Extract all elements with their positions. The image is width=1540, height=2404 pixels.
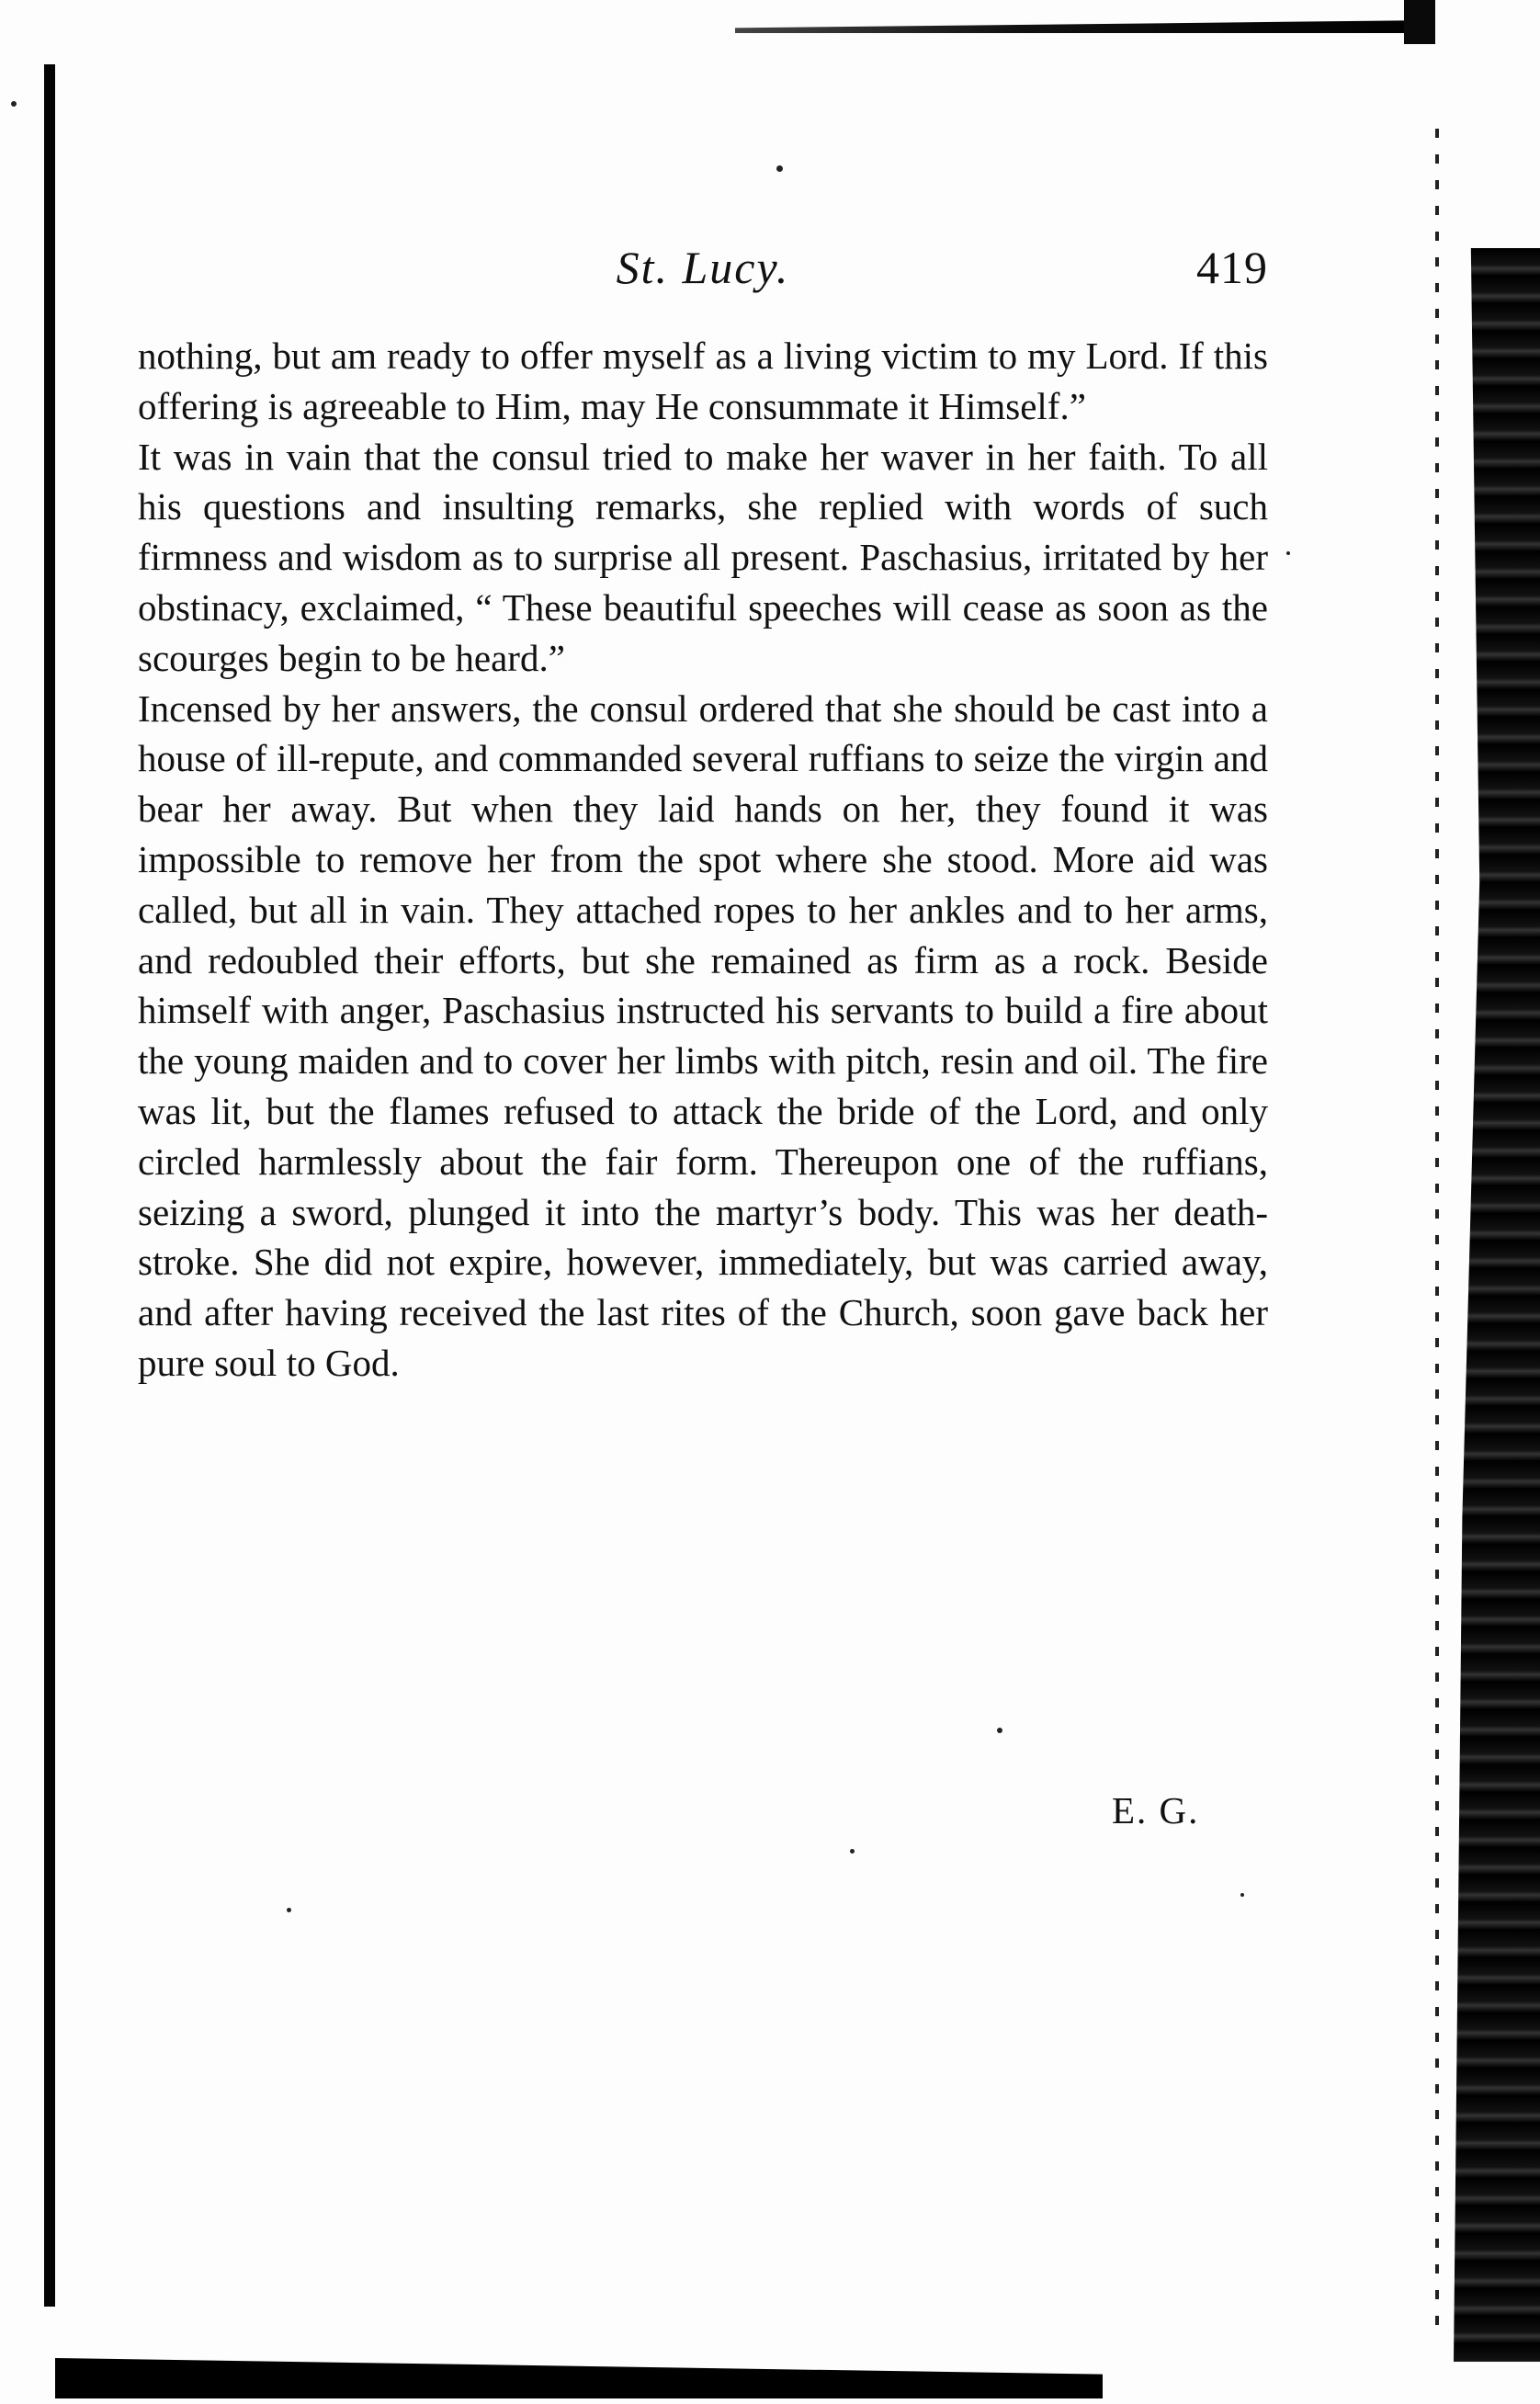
paragraph: It was in vain that the consul tried to make her waver in her faith. To all his questions and insulting remarks, she replied with words of such firmness and wisdom as to surprise all present. Paschasius, irritated by her obstinacy, exclaimed, “ These beautiful speeches will cease as soon as the scourges begin to be heard.” [138,435,1268,679]
body-text [138,331,1268,1389]
scan-speck [1286,551,1290,555]
scan-speck [776,165,783,172]
scan-edge-right [1454,248,1540,2362]
scan-speck [11,101,17,107]
scan-edge-top-corner [1404,0,1435,44]
running-title: St. Lucy. [616,242,790,293]
scan-speck [997,1728,1002,1733]
scan-edge-right-dashes [1435,129,1439,2334]
paragraph: nothing, but am ready to offer myself as a living victim to my Lord. If this offering is agreeable to Him, may He consummate it Himself.” [138,335,1268,427]
scan-speck [850,1849,855,1854]
scan-edge-top [735,20,1433,33]
scan-speck [287,1908,291,1912]
page-number: 419 [1196,242,1268,293]
scan-speck [1240,1893,1244,1897]
scan-edge-left [44,64,55,2307]
scan-edge-bottom [55,2358,1103,2398]
page-header [138,241,1268,314]
author-initials: E. G. [1112,1789,1200,1831]
paragraph: Incensed by her answers, the consul ordered that she should be cast into a house of ill-repute, and commanded several ruffians to seize the virgin and bear her away. But when they laid hands on her, they found it was impossible to remove her from the spot where she stood. More aid was called, but all in vain. They attached ropes to her ankles and to her arms, and redoubled their efforts, but she remained as firm as a rock. Beside himself with anger, Paschasius instructed his servants to build a fire about the young maiden and to cover her limbs with pitch, resin and oil. The fire was lit, but the flames refused to attack the bride of the Lord, and only circled harmlessly about the fair form. Thereupon one of the ruffians, seizing a sword, plunged it into the martyr’s body. This was her death-stroke. She did not expire, however, immediately, but was carried away, and after having received the last rites of the Church, soon gave back her pure soul to God. [138,686,1268,1384]
